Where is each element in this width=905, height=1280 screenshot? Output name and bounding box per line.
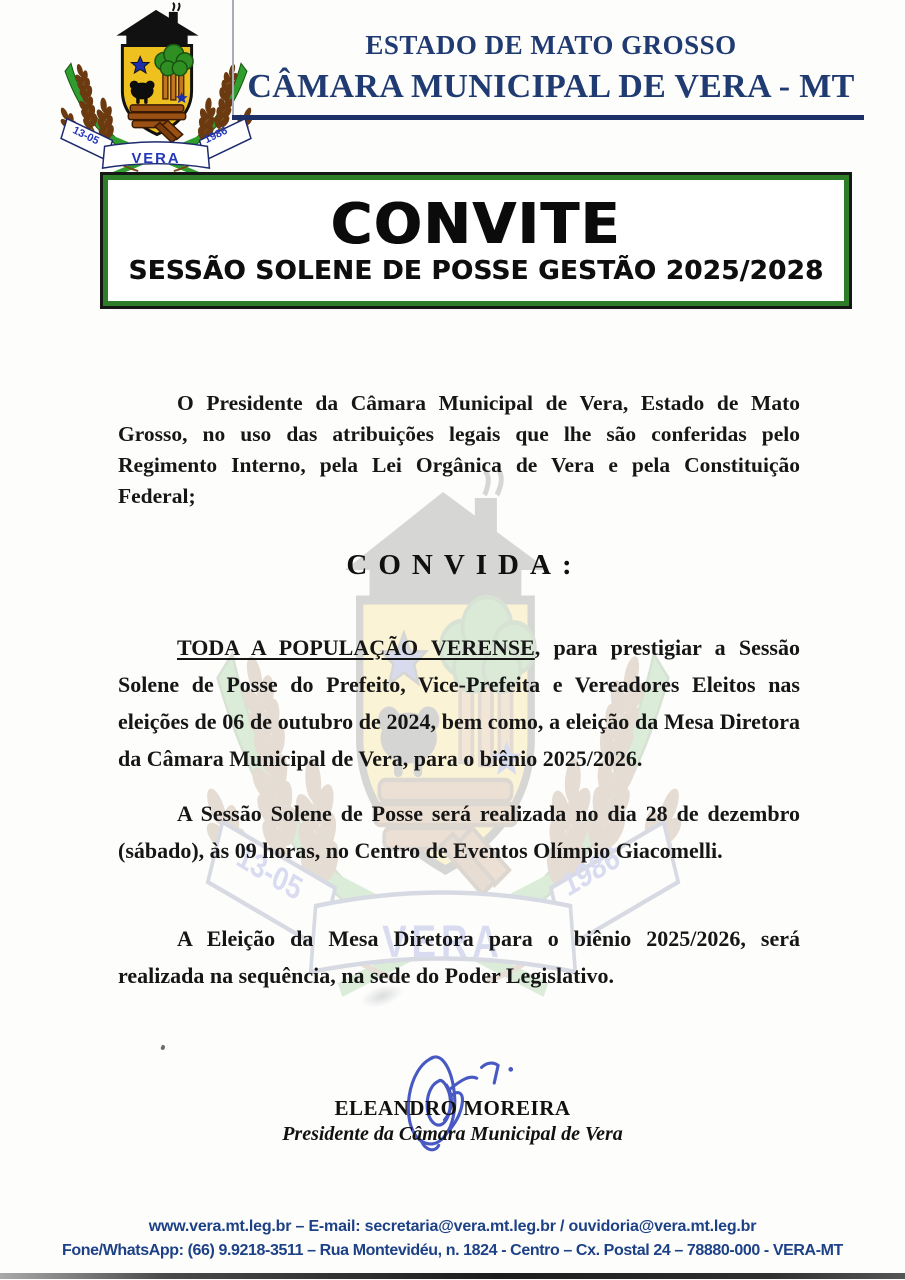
invitation-title-box-inner (103, 175, 849, 306)
document-title: CONVITE (330, 191, 622, 257)
header-divider-line (232, 0, 234, 119)
scan-speck (160, 1044, 166, 1050)
underlined-addressee: TODA A POPULAÇÃO VERENSE (177, 635, 535, 660)
signer-name: ELEANDRO MOREIRA (334, 1096, 571, 1120)
header-rule (232, 115, 864, 120)
body-paragraph-3: A Sessão Solene de Posse será realizada no dia 28 de dezembro (sábado), às 09 horas, no Centro de Eventos Olímpio Giacomelli. (118, 801, 800, 863)
body-paragraph-2 (118, 629, 800, 777)
document-subtitle: SESSÃO SOLENE DE POSSE GESTÃO 2025/2028 (128, 255, 824, 286)
paragraph-2-text: , para prestigiar a Sessão Solene de Posse do Prefeito, Vice-Prefeita e Vereadores Eleitos nas eleições de 06 de outubro de 2024, bem como, a eleição da Mesa Diretora da Câmara Municipal de Vera, para o biênio 2025/2026. (118, 635, 800, 771)
signer-role: Presidente da Câmara Municipal de Vera (282, 1123, 623, 1145)
footer-contact-line-1: www.vera.mt.leg.br – E-mail: secretaria@vera.mt.leg.br / ouvidoria@vera.mt.leg.br (148, 1218, 757, 1235)
state-name: ESTADO DE MATO GROSSO (365, 30, 737, 60)
body-paragraph-4: A Eleição da Mesa Diretora para o biênio 2025/2026, será realizada na sequência, na sede do Poder Legislativo. (118, 926, 800, 988)
chamber-name: CÂMARA MUNICIPAL DE VERA - MT (247, 68, 855, 105)
municipal-coat-of-arms-logo (56, 2, 256, 180)
letterhead (238, 30, 864, 106)
convida-heading: CONVIDA: (346, 549, 583, 581)
scan-edge-bar (0, 1273, 905, 1279)
body-paragraph-1: O Presidente da Câmara Municipal de Vera, Estado de Mato Grosso, no uso das atribuições legais que lhe são conferidas pelo Regimento Interno, pela Lei Orgânica de Vera e pela Constituição Federal; (118, 391, 800, 508)
invitation-title-box (100, 172, 852, 309)
footer-contact-line-2: Fone/WhatsApp: (66) 9.9218-3511 – Rua Montevidéu, n. 1824 - Centro – Cx. Postal 24 – 78880-000 - VERA-MT (62, 1242, 843, 1259)
